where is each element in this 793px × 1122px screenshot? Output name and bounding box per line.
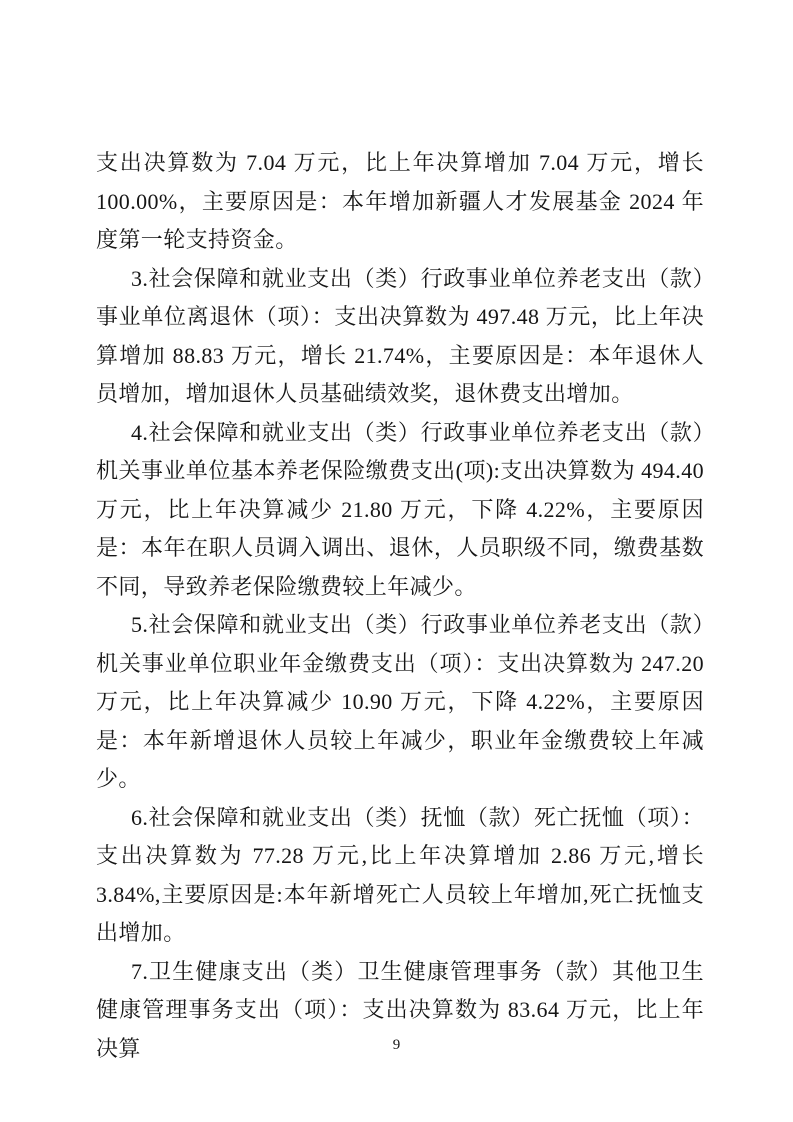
paragraph-item-3: 3.社会保障和就业支出（类）行政事业单位养老支出（款）事业单位离退休（项）：支出决算数为 497.48 万元，比上年决算增加 88.83 万元，增长 21.74%，主要原因是：本年退休人员增加，增加退休人员基础绩效奖，退休费支出增加。 <box>96 265 704 406</box>
paragraph-item-4: 4.社会保障和就业支出（类）行政事业单位养老支出（款）机关事业单位基本养老保险缴费支出(项):支出决算数为 494.40 万元，比上年决算减少 21.80 万元，下降 4.22%，主要原因是：本年在职人员调入调出、退休，人员职级不同，缴费基数不同，导致养老保险缴费较上年减少。 <box>96 419 704 599</box>
paragraph-item-6: 6.社会保障和就业支出（类）抚恤（款）死亡抚恤（项）：支出决算数为 77.28 万元,比上年决算增加 2.86 万元,增长 3.84%,主要原因是:本年新增死亡人员较上年增加,死亡抚恤支出增加。 <box>96 804 704 945</box>
page-number: 9 <box>392 1037 401 1053</box>
paragraph-item-7: 7.卫生健康支出（类）卫生健康管理事务（款）其他卫生健康管理事务支出（项）：支出决算数为 83.64 万元，比上年决算 <box>96 958 704 1061</box>
page-footer <box>0 1036 793 1054</box>
paragraph-continuation: 支出决算数为 7.04 万元，比上年决算增加 7.04 万元，增长 100.00%，主要原因是：本年增加新疆人才发展基金 2024 年度第一轮支持资金。 <box>96 150 704 252</box>
paragraph-item-5: 5.社会保障和就业支出（类）行政事业单位养老支出（款）机关事业单位职业年金缴费支出（项）：支出决算数为 247.20 万元，比上年决算减少 10.90 万元，下降 4.22%，主要原因是：本年新增退休人员较上年减少，职业年金缴费较上年减少。 <box>96 612 704 791</box>
document-body <box>96 144 704 1068</box>
